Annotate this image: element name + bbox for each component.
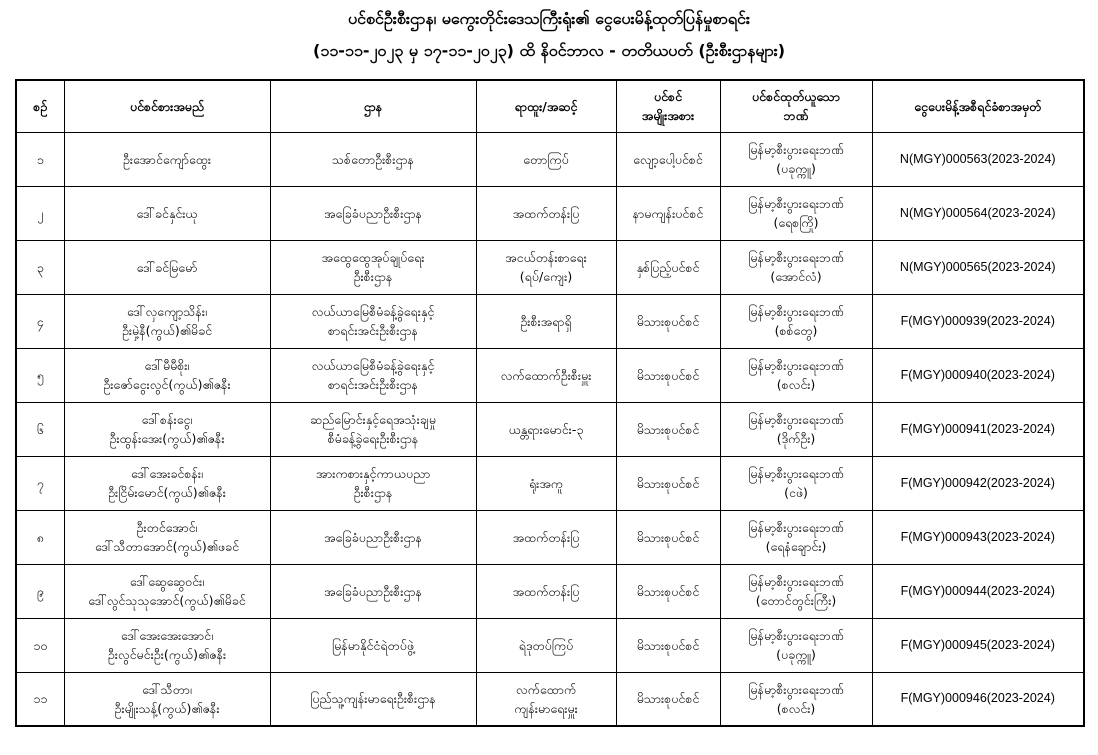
cell-no: ၅: [16, 348, 64, 402]
cell-name: ဦးအောင်ကျော်ထွေး: [64, 132, 270, 186]
cell-rank: တောကြပ်: [476, 132, 616, 186]
cell-bank: မြန်မာ့စီးပွားရေးဘဏ် (စလင်း): [720, 672, 872, 726]
cell-pension-type: နာမကျန်းပင်စင်: [616, 186, 720, 240]
cell-bank: မြန်မာ့စီးပွားရေးဘဏ် (တောင်တွင်းကြီး): [720, 564, 872, 618]
header-order-number: ငွေပေးမိန့်အစီရင်ခံစာအမှတ်: [872, 80, 1084, 132]
cell-rank: ဦးစီးအရာရှိ: [476, 294, 616, 348]
cell-department: အားကစားနှင့်ကာယပညာ ဦးစီးဌာန: [270, 456, 476, 510]
cell-pension-type: မိသားစုပင်စင်: [616, 672, 720, 726]
cell-name: ဒေါ်မီမီစိုး၊ ဦးဇော်ငွေးလွင်(ကွယ်)၏ဇနီး: [64, 348, 270, 402]
cell-no: ၉: [16, 564, 64, 618]
cell-order-number: N(MGY)000565(2023-2024): [872, 240, 1084, 294]
cell-no: ၁၀: [16, 618, 64, 672]
cell-bank: မြန်မာ့စီးပွားရေးဘဏ် (ပခုက္ကူ): [720, 132, 872, 186]
cell-bank: မြန်မာ့စီးပွားရေးဘဏ် (ရေနံချောင်း): [720, 510, 872, 564]
table-row: [16, 186, 1084, 240]
cell-rank: အငယ်တန်းစာရေး (ရပ်/ကျေး): [476, 240, 616, 294]
cell-order-number: F(MGY)000943(2023-2024): [872, 510, 1084, 564]
cell-name: ဒေါ်ခင်မြမော်: [64, 240, 270, 294]
table-row: [16, 510, 1084, 564]
cell-no: ၂: [16, 186, 64, 240]
cell-rank: ရုံးအကူ: [476, 456, 616, 510]
cell-bank: မြန်မာ့စီးပွားရေးဘဏ် (ပခုက္ကူ): [720, 618, 872, 672]
table-row: [16, 564, 1084, 618]
cell-pension-type: မိသားစုပင်စင်: [616, 348, 720, 402]
cell-name: ဒေါ်ဆွေဆွေဝင်း၊ ဒေါ်လွင်သုသုအောင်(ကွယ်)၏မိခင်: [64, 564, 270, 618]
table-row: [16, 672, 1084, 726]
cell-bank: မြန်မာ့စီးပွားရေးဘဏ် (အောင်လံ): [720, 240, 872, 294]
table-row: [16, 240, 1084, 294]
cell-department: အခြေခံပညာဦးစီးဌာန: [270, 510, 476, 564]
cell-department: မြန်မာနိုင်ငံရဲတပ်ဖွဲ့: [270, 618, 476, 672]
cell-no: ၆: [16, 402, 64, 456]
cell-order-number: N(MGY)000564(2023-2024): [872, 186, 1084, 240]
cell-name: ဒေါ်အေးခင်စန်း၊ ဦးငြိမ်းမောင်(ကွယ်)၏ဇနီး: [64, 456, 270, 510]
cell-order-number: F(MGY)000945(2023-2024): [872, 618, 1084, 672]
cell-pension-type: မိသားစုပင်စင်: [616, 564, 720, 618]
cell-pension-type: မိသားစုပင်စင်: [616, 456, 720, 510]
cell-department: လယ်ယာမြေစီမံခန့်ခွဲရေးနှင့် စာရင်းအင်းဦးစီးဌာန: [270, 348, 476, 402]
cell-no: ၁၁: [16, 672, 64, 726]
cell-rank: အထက်တန်းပြ: [476, 510, 616, 564]
document-title: ပင်စင်ဦးစီးဌာန၊ မကွေးတိုင်းဒေသကြီးရုံး၏ ငွေပေးမိန့်ထုတ်ပြန်မှုစာရင်း: [348, 9, 750, 28]
table-row: [16, 618, 1084, 672]
cell-pension-type: မိသားစုပင်စင်: [616, 402, 720, 456]
cell-rank: လက်ထောက် ကျန်းမာရေးမှူး: [476, 672, 616, 726]
cell-rank: လက်ထောက်ဦးစီးမှူး: [476, 348, 616, 402]
header-department: ဌာန: [270, 80, 476, 132]
cell-no: ၃: [16, 240, 64, 294]
cell-no: ၇: [16, 456, 64, 510]
cell-department: အခြေခံပညာဦးစီးဌာန: [270, 564, 476, 618]
cell-no: ၁: [16, 132, 64, 186]
header-pension-type: ပင်စင် အမျိုးအစား: [616, 80, 720, 132]
cell-name: ဦးတင်အောင်၊ ဒေါ်သီတာအောင်(ကွယ်)၏ဖခင်: [64, 510, 270, 564]
cell-rank: အထက်တန်းပြ: [476, 564, 616, 618]
cell-order-number: F(MGY)000942(2023-2024): [872, 456, 1084, 510]
cell-name: ဒေါ်အေးအေးအောင်၊ ဦးလွင်မင်းဦး(ကွယ်)၏ဇနီး: [64, 618, 270, 672]
cell-department: ပြည်သူ့ကျန်းမာရေးဦးစီးဌာန: [270, 672, 476, 726]
document-subtitle: (၁၁-၁၁-၂၀၂၃ မှ ၁၇-၁၁-၂၀၂၃) ထိ နိဝင်ဘာလ - တတိယပတ် (ဦးစီးဌာနများ): [312, 41, 786, 60]
cell-no: ၈: [16, 510, 64, 564]
cell-department: သစ်တောဦးစီးဌာန: [270, 132, 476, 186]
cell-order-number: N(MGY)000563(2023-2024): [872, 132, 1084, 186]
cell-order-number: F(MGY)000946(2023-2024): [872, 672, 1084, 726]
table-header-row: [16, 80, 1084, 132]
table-row: [16, 132, 1084, 186]
header-name: ပင်စင်စားအမည်: [64, 80, 270, 132]
header-bank: ပင်စင်ထုတ်ယူသော ဘဏ်: [720, 80, 872, 132]
cell-pension-type: နှစ်ပြည့်ပင်စင်: [616, 240, 720, 294]
cell-pension-type: မိသားစုပင်စင်: [616, 294, 720, 348]
cell-rank: ယန္တရားမောင်း-၃: [476, 402, 616, 456]
cell-bank: မြန်မာ့စီးပွားရေးဘဏ် (ငဖဲ): [720, 456, 872, 510]
table-row: [16, 348, 1084, 402]
cell-bank: မြန်မာ့စီးပွားရေးဘဏ် (ရေစကြို): [720, 186, 872, 240]
header-no: စဉ်: [16, 80, 64, 132]
cell-name: ဒေါ်စန်းငွေ၊ ဦးထွန်းအေး(ကွယ်)၏ဇနီး: [64, 402, 270, 456]
table-row: [16, 402, 1084, 456]
cell-department: ဆည်မြောင်းနှင့်ရေအသုံးချမှု စီမံခန့်ခွဲရေးဦးစီးဌာန: [270, 402, 476, 456]
cell-order-number: F(MGY)000941(2023-2024): [872, 402, 1084, 456]
cell-pension-type: လျော့ပေါ့ပင်စင်: [616, 132, 720, 186]
cell-department: အထွေထွေအုပ်ချုပ်ရေး ဦးစီးဌာန: [270, 240, 476, 294]
cell-no: ၄: [16, 294, 64, 348]
cell-pension-type: မိသားစုပင်စင်: [616, 618, 720, 672]
cell-name: ဒေါ်ခင်နှင်းယု: [64, 186, 270, 240]
cell-rank: အထက်တန်းပြ: [476, 186, 616, 240]
cell-department: အခြေခံပညာဦးစီးဌာန: [270, 186, 476, 240]
cell-order-number: F(MGY)000944(2023-2024): [872, 564, 1084, 618]
cell-order-number: F(MGY)000939(2023-2024): [872, 294, 1084, 348]
cell-pension-type: မိသားစုပင်စင်: [616, 510, 720, 564]
table-row: [16, 456, 1084, 510]
cell-bank: မြန်မာ့စီးပွားရေးဘဏ် (စစ်တွေ): [720, 294, 872, 348]
table-row: [16, 294, 1084, 348]
cell-department: လယ်ယာမြေစီမံခန့်ခွဲရေးနှင့် စာရင်းအင်းဦးစီးဌာန: [270, 294, 476, 348]
cell-bank: မြန်မာ့စီးပွားရေးဘဏ် (ဒိုက်ဦး): [720, 402, 872, 456]
cell-name: ဒေါ်သီတာ၊ ဦးမျိုးသန့်(ကွယ်)၏ဇနီး: [64, 672, 270, 726]
header-rank: ရာထူး/အဆင့်: [476, 80, 616, 132]
pension-order-table: [15, 79, 1085, 727]
cell-order-number: F(MGY)000940(2023-2024): [872, 348, 1084, 402]
cell-bank: မြန်မာ့စီးပွားရေးဘဏ် (စလင်း): [720, 348, 872, 402]
cell-name: ဒေါ်လှကျော့သိန်း၊ ဦးမှဲ့နီ(ကွယ်)၏မိခင်: [64, 294, 270, 348]
table-body: [16, 132, 1084, 726]
cell-rank: ရဲဒုတပ်ကြပ်: [476, 618, 616, 672]
